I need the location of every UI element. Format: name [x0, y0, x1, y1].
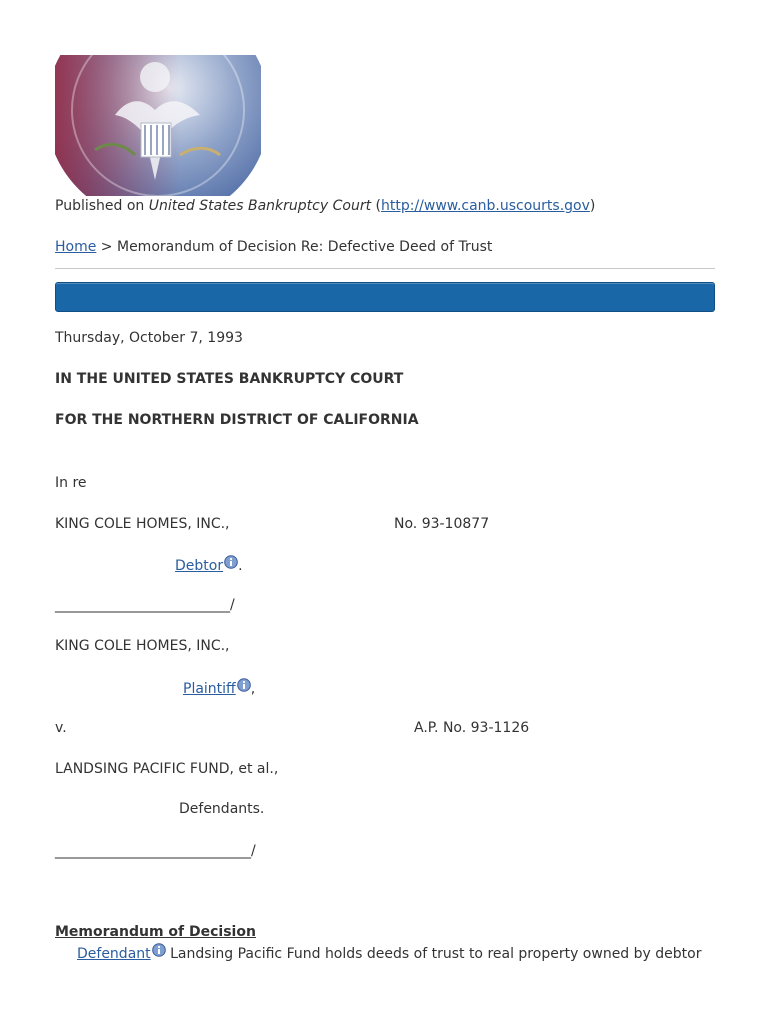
breadcrumb-separator: >: [96, 239, 117, 255]
published-line: [55, 197, 595, 215]
title-bar: [55, 282, 715, 312]
plaintiff-suffix: ,: [250, 681, 256, 697]
debtor-name: KING COLE HOMES, INC.,: [55, 516, 230, 532]
memo-first-line: [77, 943, 701, 963]
breadcrumb: [55, 238, 492, 256]
separator-line-2: ____________________________/: [55, 843, 256, 859]
defendant-glossary-link[interactable]: Defendant: [77, 946, 151, 962]
court-heading-line1: IN THE UNITED STATES BANKRUPTCY COURT: [55, 371, 404, 387]
breadcrumb-home-link[interactable]: Home: [55, 239, 97, 255]
separator-line-1: _________________________/: [55, 597, 235, 613]
debtor-line: [175, 555, 243, 575]
published-prefix: Published on: [55, 198, 149, 214]
court-seal-logo: [55, 55, 261, 196]
defendant-name: LANDSING PACIFIC FUND, et al.,: [55, 761, 279, 777]
header-divider: [55, 268, 715, 269]
debtor-suffix: .: [238, 558, 243, 574]
memo-heading: Memorandum of Decision: [55, 924, 256, 940]
ap-number: A.P. No. 93-1126: [414, 720, 530, 736]
case-number: No. 93-10877: [394, 516, 490, 532]
versus-label: v.: [55, 720, 67, 736]
court-heading-line2: FOR THE NORTHERN DISTRICT OF CALIFORNIA: [55, 412, 419, 428]
in-re-label: In re: [55, 475, 87, 491]
paren-open: (: [371, 198, 381, 214]
defendants-label: Defendants.: [179, 801, 265, 817]
plaintiff-name: KING COLE HOMES, INC.,: [55, 638, 230, 654]
debtor-glossary-link[interactable]: Debtor: [175, 558, 224, 574]
paren-close: ): [589, 198, 596, 214]
plaintiff-line: [183, 678, 255, 698]
info-icon[interactable]: [152, 943, 166, 957]
breadcrumb-current: Memorandum of Decision Re: Defective Deed of Trust: [116, 239, 493, 255]
document-date: Thursday, October 7, 1993: [55, 330, 243, 346]
court-name: United States Bankruptcy Court: [148, 198, 372, 214]
court-url-link[interactable]: http://www.canb.uscourts.gov: [380, 198, 590, 214]
info-icon[interactable]: [224, 555, 238, 569]
plaintiff-glossary-link[interactable]: Plaintiff: [183, 681, 236, 697]
info-icon[interactable]: [237, 678, 251, 692]
memo-body-start: Landsing Pacific Fund holds deeds of trust to real property owned by debtor: [165, 946, 702, 962]
